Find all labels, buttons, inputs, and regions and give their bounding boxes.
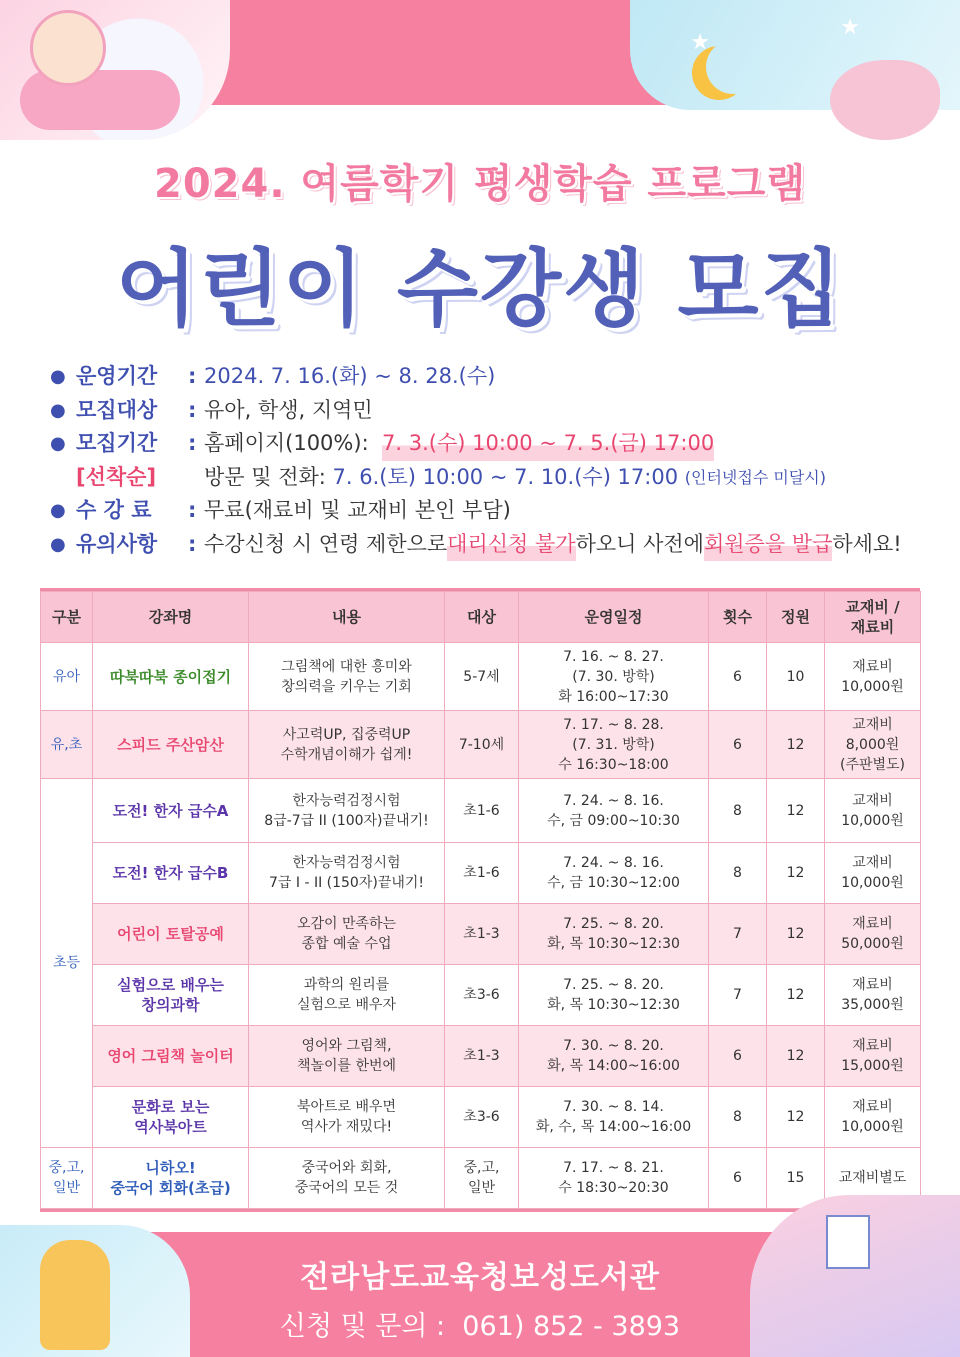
cell-count: 6	[709, 1148, 767, 1209]
table-row	[41, 643, 921, 711]
info-fee	[50, 494, 930, 528]
cell-name: 도전! 한자 급수B	[93, 843, 249, 904]
cell-count: 6	[709, 643, 767, 711]
info-value: 유아, 학생, 지역민	[204, 397, 373, 422]
program-table	[40, 588, 920, 1212]
notice-highlight: 대리신청 불가	[447, 528, 575, 562]
column-header: 교재비 / 재료비	[825, 592, 921, 643]
star-icon: ★	[840, 15, 860, 40]
cell-content: 영어와 그림책, 책놀이를 한번에	[249, 1026, 445, 1087]
cell-target: 초1-6	[445, 779, 519, 843]
info-value: 무료(재료비 및 교재비 본인 부담)	[204, 498, 511, 522]
cell-count: 8	[709, 843, 767, 904]
cell-target: 7-10세	[445, 711, 519, 779]
notice-highlight: 회원증을 발급	[704, 528, 832, 562]
colon: :	[188, 531, 197, 556]
cell-schedule: 7. 30. ~ 8. 14. 화, 수, 목 14:00~16:00	[519, 1087, 709, 1148]
star-icon: ★	[690, 30, 710, 55]
cell-count: 6	[709, 1026, 767, 1087]
bullet-icon: ●	[50, 399, 66, 421]
table-header-row	[41, 592, 921, 643]
info-value: 2024. 7. 16.(화) ~ 8. 28.(수)	[204, 364, 496, 388]
online-period: 7. 3.(수) 10:00 ~ 7. 5.(금) 17:00	[382, 427, 714, 461]
cell-fee: 재료비 10,000원	[825, 1087, 921, 1148]
cell-content: 오감이 만족하는 종합 예술 수업	[249, 904, 445, 965]
cell-capacity: 12	[767, 711, 825, 779]
colon: :	[188, 498, 197, 522]
table-row	[41, 843, 921, 904]
cell-fee: 재료비 50,000원	[825, 904, 921, 965]
cell-fee: 교재비 8,000원 (주판별도)	[825, 711, 921, 779]
cell-target: 초1-3	[445, 904, 519, 965]
cell-name: 영어 그림책 놀이터	[93, 1026, 249, 1087]
bullet-icon: ●	[50, 433, 66, 454]
cell-content: 한자능력검정시험 7급 I - II (150자)끝내기!	[249, 843, 445, 904]
cell-schedule: 7. 30. ~ 8. 20. 화, 목 14:00~16:00	[519, 1026, 709, 1087]
visit-note: (인터넷접수 미달시)	[684, 467, 826, 487]
cell-content: 과학의 원리를 실험으로 배우자	[249, 965, 445, 1026]
cell-name: 도전! 한자 급수A	[93, 779, 249, 843]
cell-count: 8	[709, 779, 767, 843]
cell-content: 중국어와 회화, 중국어의 모든 것	[249, 1148, 445, 1209]
bullet-icon: ●	[50, 366, 66, 387]
moon-icon	[706, 40, 760, 94]
info-label: 유의사항	[76, 531, 158, 556]
column-header: 횟수	[709, 592, 767, 643]
cell-name: 니하오! 중국어 회화(초급)	[93, 1148, 249, 1209]
info-notice	[50, 528, 930, 562]
cell-fee: 교재비별도	[825, 1148, 921, 1209]
cell-schedule: 7. 25. ~ 8. 20. 화, 목 10:30~12:30	[519, 904, 709, 965]
visit-period: 7. 6.(토) 10:00 ~ 7. 10.(수) 17:00	[332, 464, 679, 489]
cell-cat: 유,초	[41, 711, 93, 779]
info-label: 모집대상	[76, 397, 158, 422]
cell-content: 사고력UP, 집중력UP 수학개념이해가 쉽게!	[249, 711, 445, 779]
info-target	[50, 394, 930, 428]
cell-capacity: 15	[767, 1148, 825, 1209]
visit-prefix: 방문 및 전화:	[204, 464, 326, 489]
colon: :	[188, 397, 197, 422]
cell-target: 초1-6	[445, 843, 519, 904]
cell-content: 한자능력검정시험 8급-7급 II (100자)끝내기!	[249, 779, 445, 843]
info-recruit	[50, 427, 930, 461]
notice-text: 하세요!	[832, 531, 902, 556]
cell-count: 7	[709, 965, 767, 1026]
cell-capacity: 12	[767, 904, 825, 965]
cell-target: 초3-6	[445, 1087, 519, 1148]
cell-schedule: 7. 24. ~ 8. 16. 수, 금 09:00~10:30	[519, 779, 709, 843]
table-row	[41, 711, 921, 779]
cell-schedule: 7. 24. ~ 8. 16. 수, 금 10:30~12:00	[519, 843, 709, 904]
first-come-label: [선착순]	[76, 464, 157, 489]
pink-cloud-decoration	[20, 70, 180, 130]
cell-capacity: 12	[767, 965, 825, 1026]
cell-fee: 교재비 10,000원	[825, 779, 921, 843]
notice-text: 수강신청 시 연령 제한으로	[204, 531, 448, 556]
cell-target: 초1-3	[445, 1026, 519, 1087]
cell-cat: 중,고, 일반	[41, 1148, 93, 1209]
column-header: 강좌명	[93, 592, 249, 643]
info-label: 모집기간	[76, 431, 158, 455]
table-row	[41, 904, 921, 965]
cell-fee: 재료비 10,000원	[825, 643, 921, 711]
cell-capacity: 12	[767, 843, 825, 904]
cell-schedule: 7. 17. ~ 8. 28. (7. 31. 방학) 수 16:30~18:00	[519, 711, 709, 779]
cell-count: 8	[709, 1087, 767, 1148]
column-header: 정원	[767, 592, 825, 643]
table-row	[41, 965, 921, 1026]
cell-fee: 교재비 10,000원	[825, 843, 921, 904]
column-header: 내용	[249, 592, 445, 643]
info-section	[50, 360, 930, 561]
library-name: 전라남도교육청보성도서관	[300, 1260, 660, 1295]
info-label: 운영기간	[76, 364, 158, 388]
page-title: 어린이 수강생 모집	[116, 240, 844, 338]
column-header: 대상	[445, 592, 519, 643]
colon: :	[188, 431, 197, 455]
info-period	[50, 360, 930, 394]
table-row	[41, 1087, 921, 1148]
column-header: 운영일정	[519, 592, 709, 643]
cell-fee: 재료비 35,000원	[825, 965, 921, 1026]
cell-name: 실험으로 배우는 창의과학	[93, 965, 249, 1026]
subtitle: 2024. 여름학기 평생학습 프로그램	[154, 161, 806, 207]
cell-schedule: 7. 17. ~ 8. 21. 수 18:30~20:30	[519, 1148, 709, 1209]
angel-child-illustration	[30, 10, 106, 86]
cell-schedule: 7. 25. ~ 8. 20. 화, 목 10:30~12:30	[519, 965, 709, 1026]
cell-capacity: 10	[767, 643, 825, 711]
cell-target: 5-7세	[445, 643, 519, 711]
cell-schedule: 7. 16. ~ 8. 27. (7. 30. 방학) 화 16:00~17:30	[519, 643, 709, 711]
cell-content: 그림책에 대한 흥미와 창의력을 키우는 기회	[249, 643, 445, 711]
info-label: 수 강 료	[76, 498, 152, 522]
cell-name: 어린이 토탈공예	[93, 904, 249, 965]
cell-content: 북아트로 배우면 역사가 재밌다!	[249, 1087, 445, 1148]
table-row	[41, 1026, 921, 1087]
unicorn-illustration	[830, 60, 940, 140]
info-visit	[50, 461, 930, 495]
table-row	[41, 779, 921, 843]
column-header: 구분	[41, 592, 93, 643]
notice-text: 하오니 사전에	[575, 531, 704, 556]
cell-fee: 재료비 15,000원	[825, 1026, 921, 1087]
cell-cat: 초등	[41, 779, 93, 1148]
cell-cat: 유아	[41, 643, 93, 711]
cell-target: 초3-6	[445, 965, 519, 1026]
table-row	[41, 1148, 921, 1209]
cell-name: 따북따북 종이접기	[93, 643, 249, 711]
cell-count: 6	[709, 711, 767, 779]
bullet-icon: ●	[50, 533, 66, 555]
colon: :	[188, 364, 197, 388]
bullet-icon: ●	[50, 500, 66, 521]
contact-info: 신청 및 문의 : 061) 852 - 3893	[279, 1311, 681, 1342]
online-prefix: 홈페이지(100%):	[204, 431, 369, 455]
cell-capacity: 12	[767, 779, 825, 843]
cell-name: 스피드 주산암산	[93, 711, 249, 779]
cell-target: 중,고, 일반	[445, 1148, 519, 1209]
cell-capacity: 12	[767, 1026, 825, 1087]
cell-count: 7	[709, 904, 767, 965]
cell-name: 문화로 보는 역사북아트	[93, 1087, 249, 1148]
cell-capacity: 12	[767, 1087, 825, 1148]
